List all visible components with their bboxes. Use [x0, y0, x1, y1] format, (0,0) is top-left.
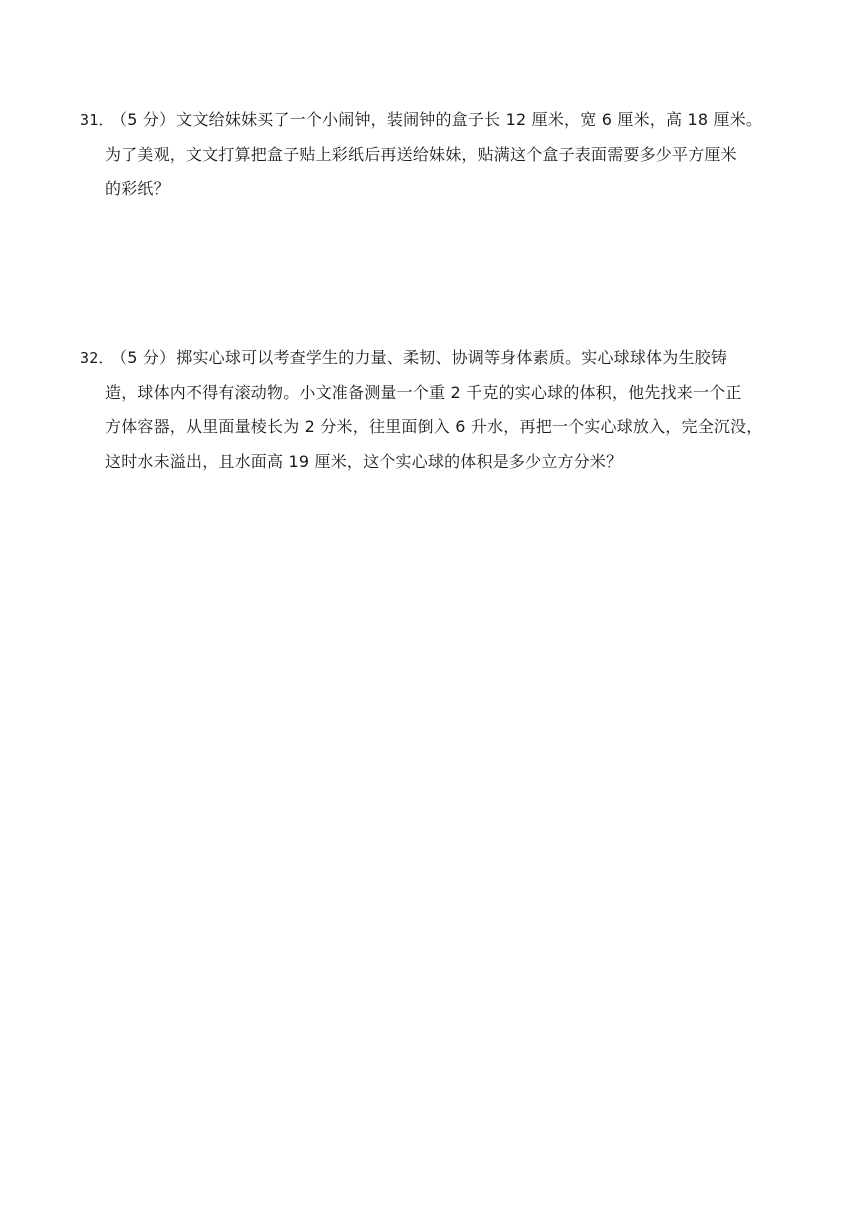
- question-first-line: [80, 341, 780, 376]
- question-text-line: 的彩纸？: [105, 179, 170, 198]
- question-first-line: [80, 103, 780, 138]
- question-text-line: 方体容器，从里面量棱长为 2 分米，往里面倒入 6 升水，再把一个实心球放入，完全沉没，: [105, 417, 763, 436]
- question-score: （5 分）: [111, 110, 176, 129]
- question-text-line: 造，球体内不得有滚动物。小文准备测量一个重 2 千克的实心球的体积，他先找来一个正: [105, 382, 742, 402]
- question-32: [80, 341, 780, 479]
- question-number: 31．: [80, 111, 114, 129]
- question-text-line: 文文给妹妹买了一个小闹钟，装闹钟的盒子长 12 厘米，宽 6 厘米，高 18 厘米。: [176, 110, 763, 129]
- question-text-line: 这时水未溢出，且水面高 19 厘米，这个实心球的体积是多少立方分米？: [105, 451, 623, 471]
- question-score: （5 分）: [111, 348, 176, 367]
- question-text-line: 掷实心球可以考查学生的力量、柔韧、协调等身体素质。实心球球体为生胶铸: [176, 348, 728, 367]
- question-31: [80, 103, 780, 207]
- question-number: 32．: [80, 349, 114, 367]
- question-text-line: 为了美观，文文打算把盒子贴上彩纸后再送给妹妹，贴满这个盒子表面需要多少平方厘米: [105, 144, 737, 164]
